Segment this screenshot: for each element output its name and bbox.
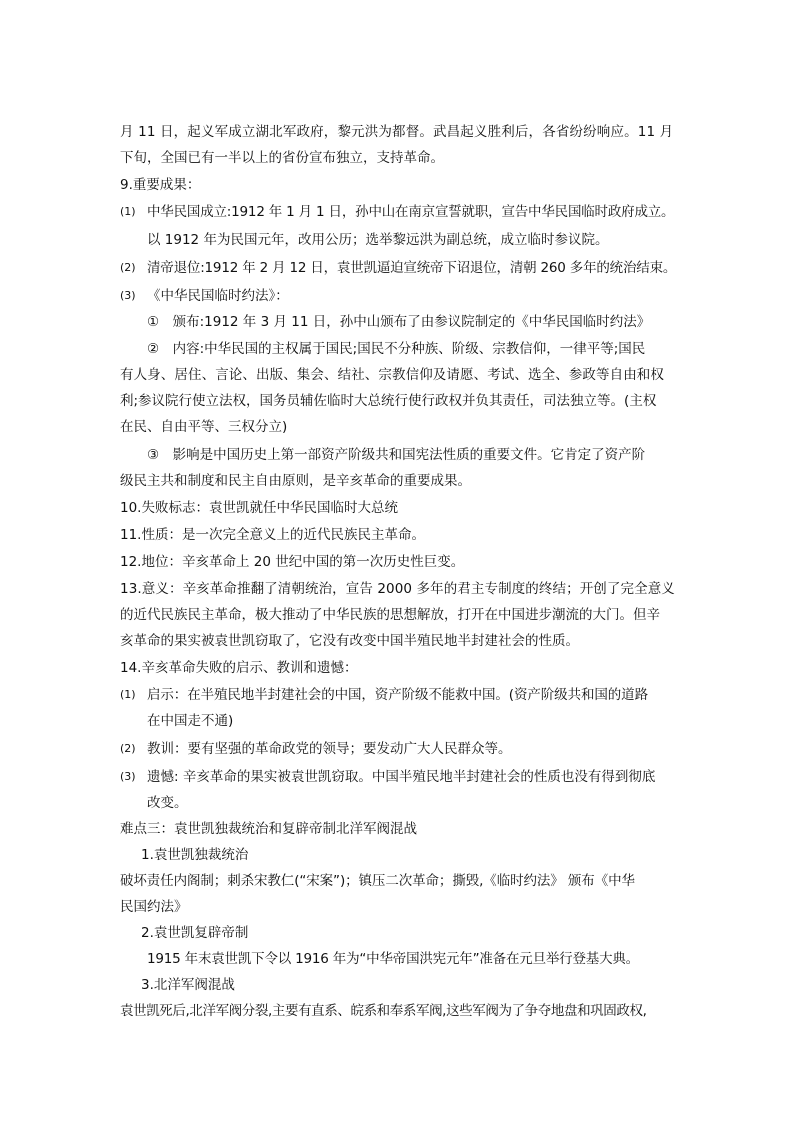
list-marker: (1) bbox=[120, 205, 136, 218]
text-line: 13.意义：辛亥革命推翻了清朝统治，宣告 2000 多年的君主专制度的终结；开创了完全意义 bbox=[120, 581, 675, 597]
list-marker: (2) bbox=[120, 261, 136, 274]
text-line: 利;参议院行使立法权，国务员辅佐临时大总统行使行政权并负其责任，司法独立等。(主权 bbox=[120, 393, 657, 409]
list-marker: (3) bbox=[120, 289, 136, 302]
text-line: 袁世凯死后,北洋军阀分裂,主要有直系、皖系和奉系军阀,这些军阀为了争夺地盘和巩固政权, bbox=[120, 1003, 647, 1019]
text-line: 《中华民国临时约法》： bbox=[147, 288, 289, 304]
text-line: 有人身、居住、言论、出版、集会、结社、宗教信仰及请愿、考试、选全、参政等自由和权 bbox=[120, 367, 664, 383]
text-line: 清帝退位:1912 年 2 月 12 日，袁世凯逼迫宣统帝下诏退位，清朝 260 多年的统治结束。 bbox=[147, 260, 677, 276]
subheading: 1.袁世凯独裁统治 bbox=[141, 847, 249, 863]
section-heading: 12.地位：辛亥革命上 20 世纪中国的第一次历史性巨变。 bbox=[120, 554, 465, 570]
text-line: 启示：在半殖民地半封建社会的中国，资产阶级不能救中国。(资产阶级共和国的道路 bbox=[147, 687, 648, 703]
text-line: 破坏责任内阁制；刺杀宋教仁(“宋案”)；镇压二次革命；撕毁,《临时约法》 颁布《中华 bbox=[120, 873, 635, 889]
text-line: 教训：要有坚强的革命政党的领导；要发动广大人民群众等。 bbox=[147, 741, 512, 757]
list-marker: (3) bbox=[120, 770, 136, 783]
text-line: 的近代民族民主革命，极大推动了中华民族的思想解放，打开在中国进步潮流的大门。但辛 bbox=[120, 607, 660, 623]
text-line: 月 11 日，起义军成立湖北军政府，黎元洪为都督。武昌起义胜利后，各省纷纷响应。11 月 bbox=[120, 124, 674, 140]
subheading: 2.袁世凯复辟帝制 bbox=[141, 925, 249, 941]
text-line: ② 内容:中华民国的主权属于国民;国民不分种族、阶级、宗教信仰，一律平等;国民 bbox=[147, 341, 646, 357]
text-line: 下旬，全国已有一半以上的省份宣布独立，支持革命。 bbox=[120, 150, 444, 166]
section-heading: 10.失败标志：袁世凯就任中华民国临时大总统 bbox=[120, 500, 398, 516]
text-line: ① 颁布:1912 年 3 月 11 日，孙中山颁布了由参议院制定的《中华民国临时约法》 bbox=[147, 314, 651, 330]
text-line: 级民主共和制度和民主自由原则，是辛亥革命的重要成果。 bbox=[120, 473, 471, 489]
subheading: 3.北洋军阀混战 bbox=[141, 977, 235, 993]
text-line: 在民、自由平等、三权分立) bbox=[120, 419, 288, 435]
text-line: 以 1912 年为民国元年，改用公历；选举黎远洪为副总统，成立临时参议院。 bbox=[147, 232, 609, 248]
section-heading: 难点三：袁世凯独裁统治和复辟帝制北洋军阀混战 bbox=[120, 821, 417, 837]
section-heading: 14.辛亥革命失败的启示、教训和遗憾： bbox=[120, 660, 358, 676]
list-marker: (1) bbox=[120, 688, 136, 701]
text-line: 中华民国成立:1912 年 1 月 1 日，孙中山在南京宣誓就职，宣告中华民国临时政府成立。 bbox=[147, 204, 675, 220]
text-line: 遗憾: 辛亥革命的果实被袁世凯窃取。中国半殖民地半封建社会的性质也没有得到彻底 bbox=[147, 769, 656, 785]
list-marker: (2) bbox=[120, 742, 136, 755]
text-line: 在中国走不通) bbox=[147, 713, 234, 729]
section-heading: 9.重要成果： bbox=[120, 177, 201, 193]
text-line: 民国约法》 bbox=[120, 899, 188, 915]
section-heading: 11.性质：是一次完全意义上的近代民族民主革命。 bbox=[120, 527, 425, 543]
text-line: 改变。 bbox=[147, 795, 188, 811]
text-line: 1915 年末袁世凯下令以 1916 年为“中华帝国洪宪元年”准备在元旦举行登基大典。 bbox=[147, 951, 639, 967]
text-line: ③ 影响是中国历史上第一部资产阶级共和国宪法性质的重要文件。它肯定了资产阶 bbox=[147, 447, 646, 463]
text-line: 亥革命的果实被袁世凯窃取了，它没有改变中国半殖民地半封建社会的性质。 bbox=[120, 633, 579, 649]
